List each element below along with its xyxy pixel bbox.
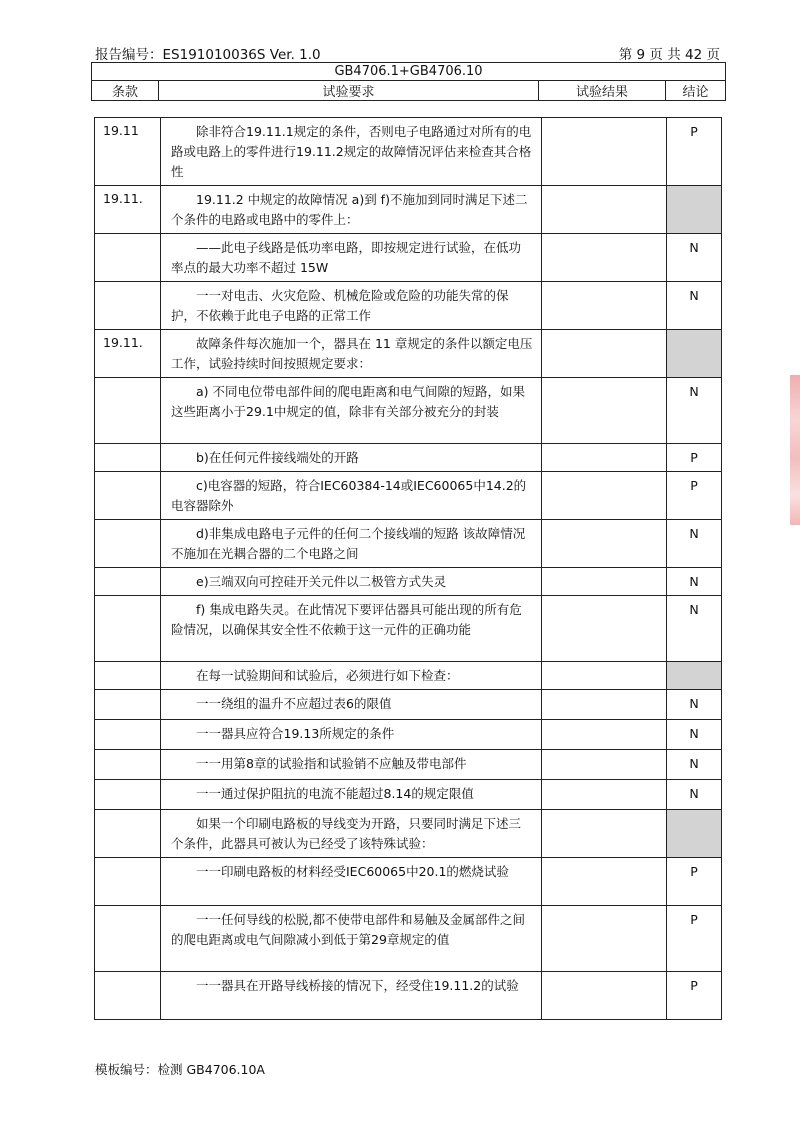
requirement-text: 一一印刷电路板的材料经受IEC60065中20.1的燃烧试验: [196, 864, 509, 879]
verdict-cell: N: [667, 690, 722, 720]
requirement-text: a) 不同电位带电部件间的爬电距离和电气间隙的短路，如果这些距离小于29.1中规定的值，除非有关部分被充分的封装: [171, 384, 526, 419]
verdict-cell: P: [667, 858, 722, 906]
requirement-text: 如果一个印刷电路板的导线变为开路，只要同时满足下述三个条件，此器具可被认为已经受了该特殊试验：: [171, 816, 522, 851]
requirement-cell: [161, 378, 542, 444]
verdict-cell: [667, 186, 722, 234]
verdict-cell: P: [667, 972, 722, 1020]
table-row: [95, 780, 722, 810]
result-cell: [542, 720, 667, 750]
requirement-text: b)在任何元件接线端处的开路: [196, 450, 359, 465]
verdict-cell: N: [667, 568, 722, 596]
requirement-cell: [161, 662, 542, 690]
clause-cell: [95, 906, 161, 972]
requirement-cell: [161, 690, 542, 720]
column-header-result: 试验结果: [539, 81, 666, 101]
clause-cell: [95, 472, 161, 520]
table-row: [95, 118, 722, 186]
verdict-cell: N: [667, 234, 722, 282]
verdict-cell: N: [667, 720, 722, 750]
result-cell: [542, 444, 667, 472]
column-header-clause: 条款: [92, 81, 159, 101]
table-row: [95, 330, 722, 378]
result-cell: [542, 858, 667, 906]
requirement-text: c)电容器的短路，符合IEC60384-14或IEC60065中14.2的电容器除外: [171, 478, 527, 513]
requirement-text: 一一绕组的温升不应超过表6的限值: [196, 696, 392, 711]
requirement-cell: [161, 780, 542, 810]
test-table: [94, 117, 722, 1020]
result-cell: [542, 690, 667, 720]
result-cell: [542, 596, 667, 662]
clause-cell: [95, 520, 161, 568]
requirement-text: d)非集成电路电子元件的任何二个接线端的短路 该故障情况不施加在光耦合器的二个电路之间: [171, 526, 526, 561]
table-row: [95, 520, 722, 568]
column-header-verdict: 结论: [666, 81, 726, 101]
requirement-text: 19.11.2 中规定的故障情况 a)到 f)不施加到同时满足下述二个条件的电路或电路中的零件上：: [171, 192, 528, 227]
table-row: [95, 858, 722, 906]
clause-cell: 19.11: [95, 118, 161, 186]
clause-cell: [95, 596, 161, 662]
requirement-cell: [161, 858, 542, 906]
report-number: 报告编号：ES191010036S Ver. 1.0: [95, 47, 321, 63]
template-number: 模板编号：检测 GB4706.10A: [95, 1062, 265, 1077]
table-row: [95, 810, 722, 858]
requirement-cell: [161, 118, 542, 186]
requirement-cell: [161, 906, 542, 972]
clause-cell: [95, 720, 161, 750]
requirement-text: 一一用第8章的试验指和试验销不应触及带电部件: [196, 756, 467, 771]
requirement-cell: [161, 720, 542, 750]
requirement-text: e)三端双向可控硅开关元件以二极管方式失灵: [196, 574, 447, 589]
requirement-cell: [161, 750, 542, 780]
clause-cell: [95, 662, 161, 690]
result-cell: [542, 378, 667, 444]
result-cell: [542, 906, 667, 972]
clause-cell: [95, 568, 161, 596]
requirement-text: ——此电子线路是低功率电路，即按规定进行试验，在低功率点的最大功率不超过 15W: [171, 240, 522, 275]
verdict-cell: N: [667, 520, 722, 568]
clause-cell: [95, 750, 161, 780]
verdict-cell: N: [667, 378, 722, 444]
result-cell: [542, 662, 667, 690]
column-header-requirement: 试验要求: [159, 81, 539, 101]
requirement-text: 一一任何导线的松脱,都不使带电部件和易触及金属部件之间的爬电距离或电气间隙减小到低于第29章规定的值: [171, 912, 525, 947]
verdict-cell: [667, 810, 722, 858]
result-cell: [542, 972, 667, 1020]
result-cell: [542, 568, 667, 596]
table-row: [95, 720, 722, 750]
requirement-cell: [161, 282, 542, 330]
verdict-cell: N: [667, 282, 722, 330]
requirement-text: f) 集成电路失灵。在此情况下要评估器具可能出现的所有危险情况，以确保其安全性不依赖于这一元件的正确功能: [171, 602, 522, 637]
result-cell: [542, 780, 667, 810]
table-row: [95, 378, 722, 444]
page-info: 第 9 页 共 42 页: [618, 47, 720, 63]
requirement-text: 在每一试验期间和试验后，必须进行如下检查：: [196, 668, 459, 683]
verdict-cell: P: [667, 472, 722, 520]
result-cell: [542, 186, 667, 234]
table-row: [95, 472, 722, 520]
table-row: [95, 282, 722, 330]
requirement-text: 一一通过保护阻抗的电流不能超过8.14的规定限值: [196, 786, 474, 801]
standard-title: GB4706.1+GB4706.10: [92, 63, 726, 81]
result-cell: [542, 750, 667, 780]
verdict-cell: N: [667, 596, 722, 662]
result-cell: [542, 330, 667, 378]
verdict-cell: [667, 662, 722, 690]
clause-cell: [95, 972, 161, 1020]
table-row: [95, 662, 722, 690]
requirement-text: 一一对电击、火灾危险、机械危险或危险的功能失常的保护，不依赖于此电子电路的正常工作: [171, 288, 509, 323]
clause-cell: 19.11.: [95, 330, 161, 378]
requirement-text: 除非符合19.11.1规定的条件，否则电子电路通过对所有的电路或电路上的零件进行19.11.2规定的故障情况评估来检查其合格性: [171, 124, 532, 179]
requirement-cell: [161, 330, 542, 378]
clause-cell: [95, 858, 161, 906]
table-row: [95, 186, 722, 234]
result-cell: [542, 810, 667, 858]
clause-cell: [95, 810, 161, 858]
clause-cell: [95, 690, 161, 720]
requirement-cell: [161, 520, 542, 568]
requirement-text: 一一器具应符合19.13所规定的条件: [196, 726, 395, 741]
clause-cell: [95, 282, 161, 330]
verdict-cell: N: [667, 750, 722, 780]
requirement-text: 故障条件每次施加一个，器具在 11 章规定的条件以额定电压工作，试验持续时间按照规定要求：: [171, 336, 533, 371]
requirement-cell: [161, 186, 542, 234]
verdict-cell: P: [667, 906, 722, 972]
requirement-cell: [161, 444, 542, 472]
requirement-cell: [161, 568, 542, 596]
requirement-cell: [161, 810, 542, 858]
table-row: [95, 972, 722, 1020]
clause-cell: [95, 780, 161, 810]
result-cell: [542, 520, 667, 568]
result-cell: [542, 282, 667, 330]
requirement-cell: [161, 596, 542, 662]
clause-cell: [95, 444, 161, 472]
requirement-cell: [161, 972, 542, 1020]
requirement-cell: [161, 234, 542, 282]
table-row: [95, 690, 722, 720]
requirement-text: 一一器具在开路导线桥接的情况下，经受住19.11.2的试验: [196, 978, 519, 993]
table-row: [95, 444, 722, 472]
verdict-cell: N: [667, 780, 722, 810]
clause-cell: [95, 378, 161, 444]
verdict-cell: P: [667, 118, 722, 186]
result-cell: [542, 234, 667, 282]
requirement-cell: [161, 472, 542, 520]
table-row: [95, 906, 722, 972]
clause-cell: 19.11.: [95, 186, 161, 234]
result-cell: [542, 472, 667, 520]
verdict-cell: [667, 330, 722, 378]
header-table: [91, 62, 726, 101]
table-row: [95, 234, 722, 282]
result-cell: [542, 118, 667, 186]
table-row: [95, 750, 722, 780]
clause-cell: [95, 234, 161, 282]
table-row: [95, 568, 722, 596]
seal-stamp-edge: [790, 375, 800, 525]
table-row: [95, 596, 722, 662]
verdict-cell: P: [667, 444, 722, 472]
